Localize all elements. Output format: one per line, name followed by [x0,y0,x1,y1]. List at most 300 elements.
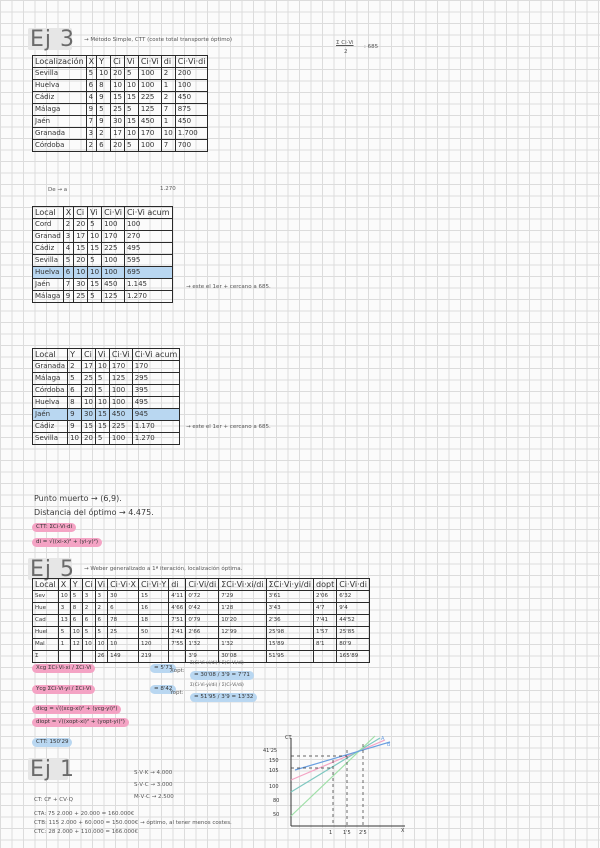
table-cell: 4'7 [314,603,337,615]
ej5-ctt-pill: CTT: 150'29 [32,738,72,747]
table-row [33,267,173,279]
table-row [33,231,173,243]
graph-y-tick-3: 105 [269,768,279,774]
table-cell: 295 [132,373,180,385]
table-cell: 5 [68,373,82,385]
table-row [33,591,370,603]
table-cell: 17 [74,231,88,243]
table-cell: 44'52 [337,615,370,627]
ej5-ycg-pill [32,685,95,694]
graph-y-label: CT [285,735,292,741]
table-cell: 20 [111,140,125,152]
table-cell: 25'98 [266,627,313,639]
ej1-eq1: S·V·K → 4.000 [134,770,173,776]
table-cell: ΣCi·Vi·yi/di [266,579,313,591]
ej1-ct-formula: CT: CF + CV·Q [34,797,73,803]
table-cell: 450 [102,279,125,291]
table-header-row [33,207,173,219]
ej3-table-weighted-distances [32,55,208,152]
table-cell: Vi [95,579,108,591]
table-cell: 3'61 [266,591,313,603]
table-cell: 170 [138,128,161,140]
graph-y-tick-1: 41'25 [263,748,278,754]
table-cell: 9'4 [337,603,370,615]
table-cell: 1 [58,639,70,651]
table-cell: 100 [109,433,132,445]
table-cell: 6'32 [337,591,370,603]
table-cell: 450 [175,92,208,104]
table-cell: 1'32 [186,639,219,651]
table-cell: 5 [58,627,70,639]
table-cell: 1.270 [124,291,172,303]
ej5-xopt-formula: Σ(Ci·Vi·xi/di) / Σ(Ci·Vi/di) [190,661,244,666]
table-cell: 100 [102,219,125,231]
table-cell: X [58,579,70,591]
graph-y-tick-2: 150 [269,758,279,764]
table-cell: 100 [138,68,161,80]
table-cell: 165'89 [337,651,370,663]
table-cell: 30 [108,591,139,603]
table-cell: 15 [111,92,125,104]
table-row [33,639,370,651]
table-cell: 20 [81,433,95,445]
table-cell: 3 [95,591,108,603]
table-row [33,140,208,152]
table-cell: 5 [124,104,138,116]
table-cell: 595 [124,255,172,267]
ej5-ycg-label: Ycg [36,686,46,692]
table-cell: 100 [109,397,132,409]
table-cell: di [161,56,175,68]
table-cell: 15 [124,92,138,104]
table-cell: 450 [109,409,132,421]
graph-x-tick-3: 2'5 [359,830,367,836]
table-cell: Granada [33,361,68,373]
table-cell: 2 [95,603,108,615]
ej3-subtitle: → Método Simple, CTT (coste total transporte óptimo) [84,37,233,43]
table-cell: 10 [82,639,95,651]
table-row [33,433,180,445]
table-cell: 4'11 [169,591,186,603]
table-cell: Ci·Vi [138,56,161,68]
table-cell: 2 [82,603,95,615]
ej3-formula-top: Σ Ci·Vi [336,40,354,46]
table-cell: Córdoba [33,140,87,152]
table-cell: 7 [86,116,96,128]
table-cell: Ci [111,56,125,68]
ej5-diopt-pill: diopt = √((xopt-xi)² + (yopt-yi)²) [32,718,129,727]
table-cell: 125 [138,104,161,116]
table-cell: 7'29 [219,591,266,603]
table-cell: 2'36 [266,615,313,627]
table-cell: Vi [95,349,109,361]
table-cell: Ci [81,349,95,361]
table-cell: 15 [95,421,109,433]
table-cell: Cádiz [33,92,87,104]
table-cell: 10 [108,639,139,651]
table-cell [314,651,337,663]
table-cell: 3 [58,603,70,615]
ej3-distance-formula-pill: di = √((xi-x)² + (yi-y)²) [32,538,102,547]
table-cell: 5 [95,627,108,639]
table-cell: Hue [33,603,59,615]
table-cell: 15 [124,116,138,128]
table-row [33,243,173,255]
ej1-cost-graph [255,730,415,840]
table-cell: 5 [88,255,102,267]
table-cell: 100 [175,80,208,92]
table-cell: 6 [63,267,73,279]
table-cell: Huel [33,627,59,639]
ej5-ycg-value: = 8'42 [150,685,176,694]
table-cell: Ci·Vi/di [186,579,219,591]
table-cell: 450 [138,116,161,128]
table-cell: 5 [88,291,102,303]
table-row [33,373,180,385]
table-cell: 10 [124,80,138,92]
ej1-eq2: S·V·C → 3.000 [134,782,173,788]
table-row [33,603,370,615]
ej5-xcg-pill [32,664,95,673]
table-cell: Granad [33,231,64,243]
table-cell: Local [33,579,59,591]
table-row [33,80,208,92]
table-cell: Y [97,56,111,68]
ej5-yopt-label: Yopt: [170,690,184,696]
table-cell: 100 [102,267,125,279]
table-cell: 5 [95,373,109,385]
table-row [33,68,208,80]
table-cell: 12'99 [219,627,266,639]
table-cell: Σ [33,651,59,663]
table-cell: 3'9 [186,651,219,663]
table-cell: 2'06 [314,591,337,603]
table-cell: Huelva [33,267,64,279]
table-cell: 7'55 [169,639,186,651]
table-cell: 2 [86,140,96,152]
ej5-title: Ej 5 [30,557,76,582]
table-row [33,361,180,373]
table-cell: 20 [81,385,95,397]
table-row [33,385,180,397]
graph-line-teal [291,738,380,792]
ej1-title: Ej 1 [30,757,76,782]
table-cell: 2'66 [186,627,219,639]
table-cell: 30 [74,279,88,291]
table-cell: 25'85 [337,627,370,639]
table-cell: 10 [95,397,109,409]
table-cell: di [169,579,186,591]
table-cell: 2 [161,68,175,80]
table-cell: 149 [108,651,139,663]
table-cell: 7 [161,104,175,116]
table-cell: 9 [68,409,82,421]
table-cell: X [86,56,96,68]
table-cell: 1'57 [314,627,337,639]
table-cell: 10 [95,639,108,651]
table-cell: Localización [33,56,87,68]
table-cell: 100 [109,385,132,397]
graph-x-tick-2: 1'5 [343,830,351,836]
ej3-table2-note: → este el 1er + cercano a 685. [186,284,271,290]
ej3-table-x-accumulated [32,206,173,303]
table-cell: 15'89 [266,639,313,651]
ej3-distancia: Distancia del óptimo → 4.475. [34,508,154,517]
table-cell: 1'28 [219,603,266,615]
table-cell: 10 [124,128,138,140]
ej3-title: Ej 3 [30,27,76,52]
table-cell: 7 [63,279,73,291]
table-cell: 8'1 [314,639,337,651]
table-cell: 6 [86,80,96,92]
table-cell: 15 [88,243,102,255]
table-cell [70,651,82,663]
table-row [33,219,173,231]
table-cell: 20 [74,255,88,267]
ej3-ctt-formula-pill: CTT: ΣCi·Vi·di [32,523,76,532]
table-cell: 10 [95,361,109,373]
table-cell: Local [33,207,64,219]
table-cell: Ci·Vi acum [132,349,180,361]
table-cell: ΣCi·Vi·xi/di [219,579,266,591]
table-row [33,421,180,433]
table-cell: 1.170 [132,421,180,433]
table-cell: 2 [68,361,82,373]
table-cell: 225 [109,421,132,433]
table-cell: 10 [74,267,88,279]
table-cell: 6 [82,615,95,627]
table-cell: 1.145 [124,279,172,291]
graph-series-b: B [387,742,391,748]
table-cell: Local [33,349,68,361]
table-cell: 10 [97,68,111,80]
table-cell: 6 [68,385,82,397]
table-cell: 5 [82,627,95,639]
table-cell: 1.270 [132,433,180,445]
ej1-line-a: CTA: 75 2.000 + 20.000 = 160.000€ [34,811,135,817]
table-cell: 125 [109,373,132,385]
ej5-xcg-formula: ΣCi·Vi·xi / ΣCi·Vi [48,665,92,671]
table-cell: 50 [138,627,168,639]
table-cell: 3 [63,231,73,243]
table-cell: Málaga [33,373,68,385]
table-cell: 200 [175,68,208,80]
ej5-subtitle: → Weber generalizado a 1ª iteración, localización óptima. [84,566,243,572]
table-cell: 10 [70,627,82,639]
table-row [33,104,208,116]
table-row [33,397,180,409]
ej1-line-c: CTC: 28 2.000 + 110.000 = 166.000€ [34,829,139,835]
table-cell: 16 [138,603,168,615]
table-cell: 7'51 [169,615,186,627]
table-cell: 15 [88,279,102,291]
table-cell: dopt [314,579,337,591]
table-cell: 30 [81,409,95,421]
table-cell: 8 [68,397,82,409]
table-row [33,291,173,303]
ej5-xopt-label: Xopt: [170,668,185,674]
table-row [33,92,208,104]
table-cell: 1 [161,116,175,128]
table-cell: Ci·Vi [102,207,125,219]
table-cell: Cord [33,219,64,231]
table-cell: 4 [63,243,73,255]
graph-series-a: A [381,736,385,742]
table-cell: 12 [70,639,82,651]
table-cell: 3'43 [266,603,313,615]
table-cell: 5 [124,140,138,152]
table-cell: 6 [70,615,82,627]
table-cell: 450 [175,116,208,128]
table-cell: 270 [124,231,172,243]
ej5-table-weber [32,578,370,663]
table-cell: 225 [102,243,125,255]
graph-y-tick-6: 50 [273,812,280,818]
ej3-table1-total: 1.270 [160,186,176,192]
graph-y-tick-5: 80 [273,798,280,804]
table-cell: 170 [109,361,132,373]
table-cell: Ci·Vi·di [337,579,370,591]
table-cell: 20 [74,219,88,231]
table-cell: Cádiz [33,243,64,255]
table-cell: 100 [138,140,161,152]
ej3-table3-note: → este el 1er + cercano a 685. [186,424,271,430]
table-cell: 120 [138,639,168,651]
table-cell: Cad [33,615,59,627]
table-cell: 5 [63,255,73,267]
table-cell: Sevilla [33,255,64,267]
ej1-eq3: M·V·C → 2.500 [134,794,174,800]
table-cell: 170 [132,361,180,373]
table-cell: X [63,207,73,219]
table-cell: 945 [132,409,180,421]
table-cell: Córdoba [33,385,68,397]
table-cell: 30'08 [219,651,266,663]
table-cell: Málaga [33,291,64,303]
table-cell: 100 [138,80,161,92]
ej5-xcg-label: Xcg [36,665,47,671]
table-cell: 10 [81,397,95,409]
table-cell: 7'41 [314,615,337,627]
table-cell: Ci [82,579,95,591]
table-cell: 7 [161,140,175,152]
table-row [33,255,173,267]
table-cell: 15 [81,421,95,433]
table-row [33,116,208,128]
table-cell: 5 [124,68,138,80]
table-cell: 495 [132,397,180,409]
ej5-xopt-value: = 30'08 / 3'9 = 7'71 [190,671,254,680]
table-cell: Sevilla [33,433,68,445]
table-cell: 15 [95,409,109,421]
table-cell: 17 [81,361,95,373]
table-cell: 6 [95,615,108,627]
table-cell: 3 [82,591,95,603]
table-cell: Ci·Vi [109,349,132,361]
table-cell: 8 [70,603,82,615]
table-cell: 395 [132,385,180,397]
table-cell: 495 [124,243,172,255]
table-cell: Jaén [33,409,68,421]
ej5-ycg-formula: ΣCi·Vi·yi / ΣCi·Vi [47,686,92,692]
table-cell: 100 [102,255,125,267]
table-cell: Sevilla [33,68,87,80]
table-cell: 125 [102,291,125,303]
ej3-table-y-accumulated [32,348,180,445]
ej5-dicg-pill: dicg = √((xcg-xi)² + (ycg-yi)²) [32,705,121,714]
table-cell: 6 [108,603,139,615]
table-cell: 51'95 [266,651,313,663]
table-cell: 26 [95,651,108,663]
graph-y-tick-4: 100 [269,784,279,790]
table-cell: 10 [88,231,102,243]
table-cell: 9 [86,104,96,116]
table-cell: Sev [33,591,59,603]
table-cell: 875 [175,104,208,116]
table-cell: 5 [95,385,109,397]
table-cell: 0'79 [186,615,219,627]
table-cell [58,651,70,663]
table-row [33,128,208,140]
table-cell: 25 [81,373,95,385]
ej3-table1-note: De → a [48,187,68,193]
table-cell: Ci·Vi acum [124,207,172,219]
table-cell: 700 [175,140,208,152]
table-row [33,627,370,639]
table-header-row [33,579,370,591]
table-cell: Cádiz [33,421,68,433]
table-cell: Y [70,579,82,591]
table-cell: 100 [124,219,172,231]
table-cell: 9 [97,92,111,104]
table-row [33,409,180,421]
table-cell: Huelva [33,397,68,409]
table-cell: 17 [111,128,125,140]
table-cell: 219 [138,651,168,663]
table-cell [82,651,95,663]
table-cell: 18 [138,615,168,627]
table-cell: 10 [161,128,175,140]
table-cell: Málaga [33,104,87,116]
table-cell: 25 [108,627,139,639]
table-cell: 78 [108,615,139,627]
table-header-row [33,56,208,68]
table-cell: 8 [97,80,111,92]
table-cell: 2 [97,128,111,140]
graph-x-label: X [401,828,405,834]
ej5-yopt-value: = 51'95 / 3'9 = 13'32 [190,693,257,702]
table-cell: 2'41 [169,627,186,639]
table-cell: 13 [58,615,70,627]
table-row [33,279,173,291]
graph-line-pink [291,740,385,780]
table-header-row [33,349,180,361]
table-cell: Huelva [33,80,87,92]
table-cell: 15 [74,243,88,255]
table-cell: 5 [86,68,96,80]
table-cell: Mal [33,639,59,651]
table-cell: Ci·Vi·X [108,579,139,591]
table-cell: 3 [86,128,96,140]
table-cell: 9 [63,291,73,303]
table-cell: 695 [124,267,172,279]
table-cell: 0'42 [186,603,219,615]
ej3-formula-result: : 685 [364,44,379,50]
table-row [33,615,370,627]
table-cell: 5 [95,433,109,445]
table-cell: 10 [58,591,70,603]
table-cell: 20 [111,68,125,80]
